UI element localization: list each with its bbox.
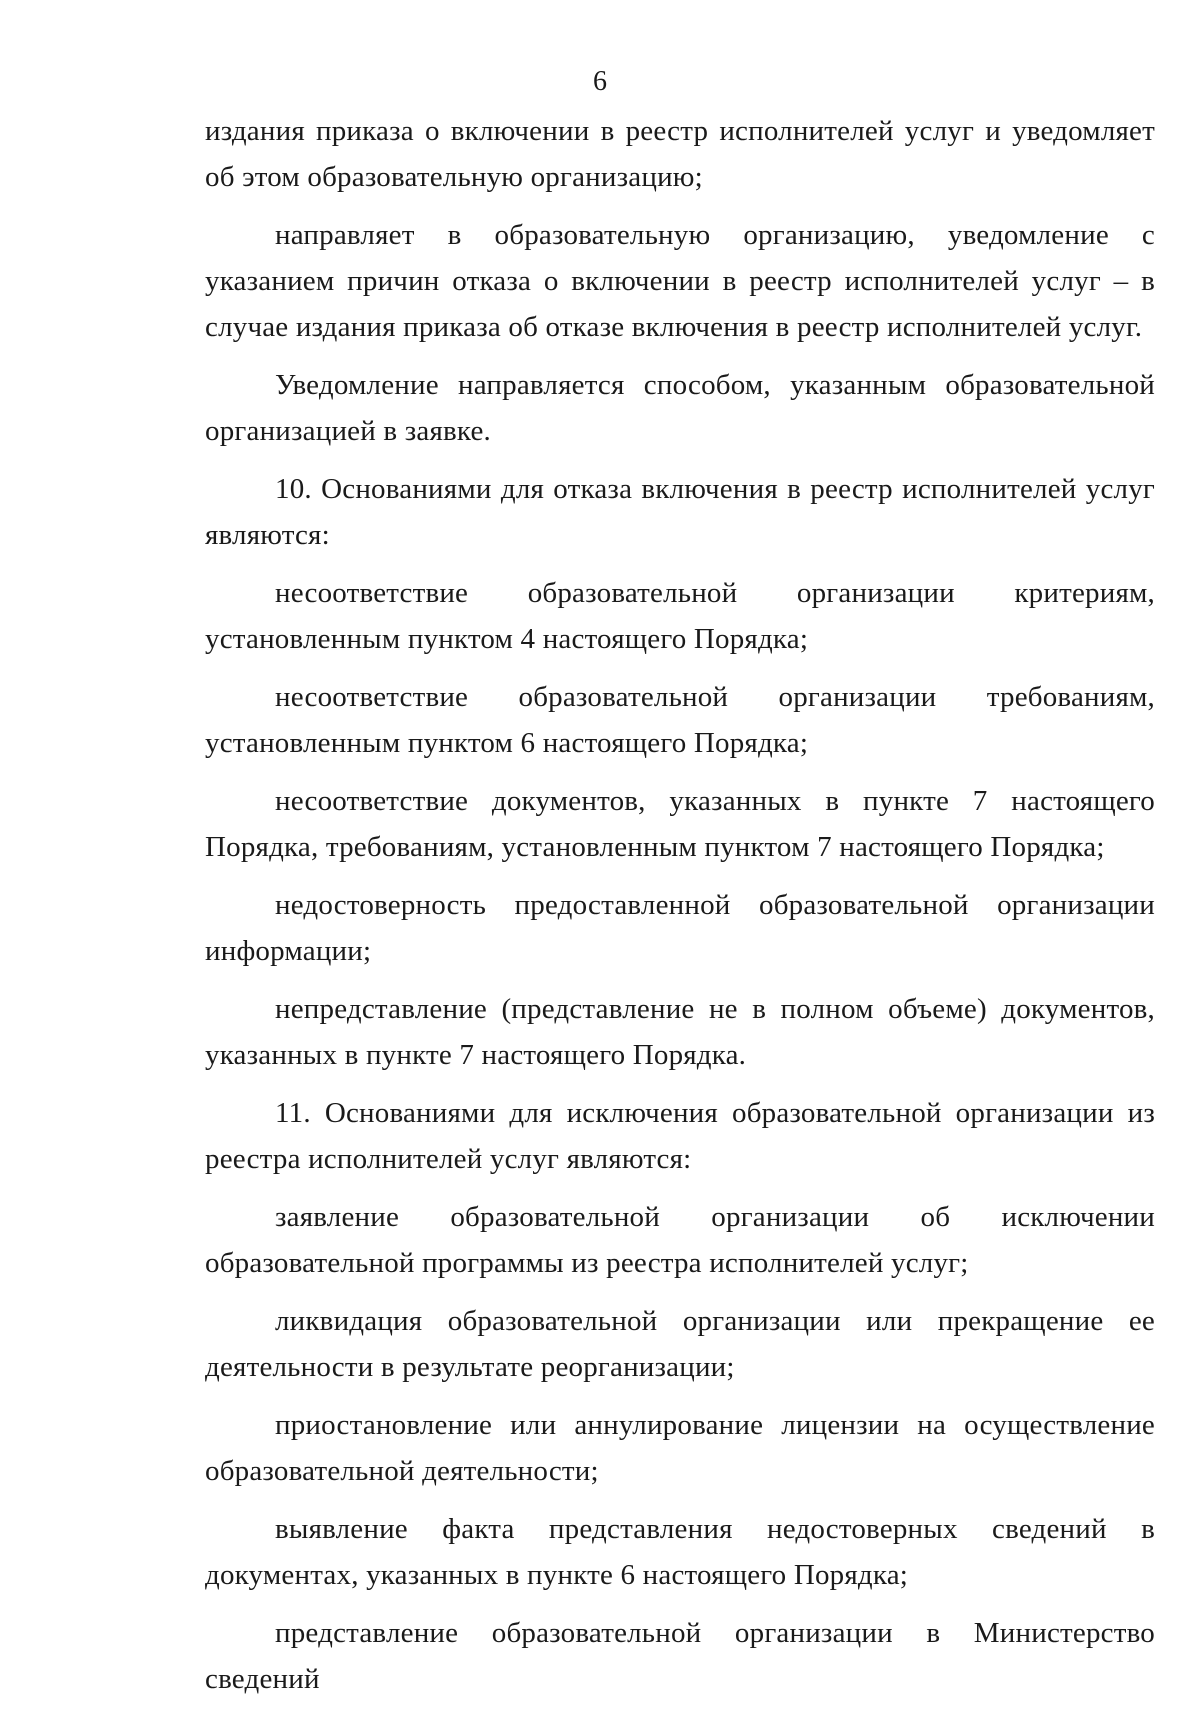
paragraph-15: представление образовательной организации в Министерство сведений: [205, 1617, 1155, 1695]
paragraph-12: ликвидация образовательной организации или прекращение ее деятельности в результате реорганизации;: [205, 1305, 1155, 1383]
paragraph-4: 10. Основаниями для отказа включения в реестр исполнителей услуг являются:: [205, 473, 1155, 551]
paragraph-9: непредставление (представление не в полном объеме) документов, указанных в пункте 7 настоящего Порядка.: [205, 993, 1155, 1071]
paragraph-1: издания приказа о включении в реестр исполнителей услуг и уведомляет об этом образовательную организацию;: [205, 115, 1155, 193]
paragraph-3: Уведомление направляется способом, указанным образовательной организацией в заявке.: [205, 369, 1155, 447]
paragraph-8: недостоверность предоставленной образовательной организации информации;: [205, 889, 1155, 967]
paragraph-6: несоответствие образовательной организации требованиям, установленным пунктом 6 настоящего Порядка;: [205, 681, 1155, 759]
paragraph-13: приостановление или аннулирование лицензии на осуществление образовательной деятельности;: [205, 1409, 1155, 1487]
paragraph-5: несоответствие образовательной организации критериям, установленным пунктом 4 настоящего Порядка;: [205, 577, 1155, 655]
paragraph-10: 11. Основаниями для исключения образовательной организации из реестра исполнителей услуг являются:: [205, 1097, 1155, 1175]
paragraph-14: выявление факта представления недостоверных сведений в документах, указанных в пункте 6 настоящего Порядка;: [205, 1513, 1155, 1591]
page-number: 6: [593, 66, 607, 97]
document-body: [205, 108, 1155, 1714]
paragraph-11: заявление образовательной организации об исключении образовательной программы из реестра исполнителей услуг;: [205, 1201, 1155, 1279]
paragraph-2: направляет в образовательную организацию, уведомление с указанием причин отказа о включении в реестр исполнителей услуг – в случае издания приказа об отказе включения в реестр исполнителей услуг.: [205, 219, 1155, 343]
paragraph-7: несоответствие документов, указанных в пункте 7 настоящего Порядка, требованиям, установленным пунктом 7 настоящего Порядка;: [205, 785, 1155, 863]
